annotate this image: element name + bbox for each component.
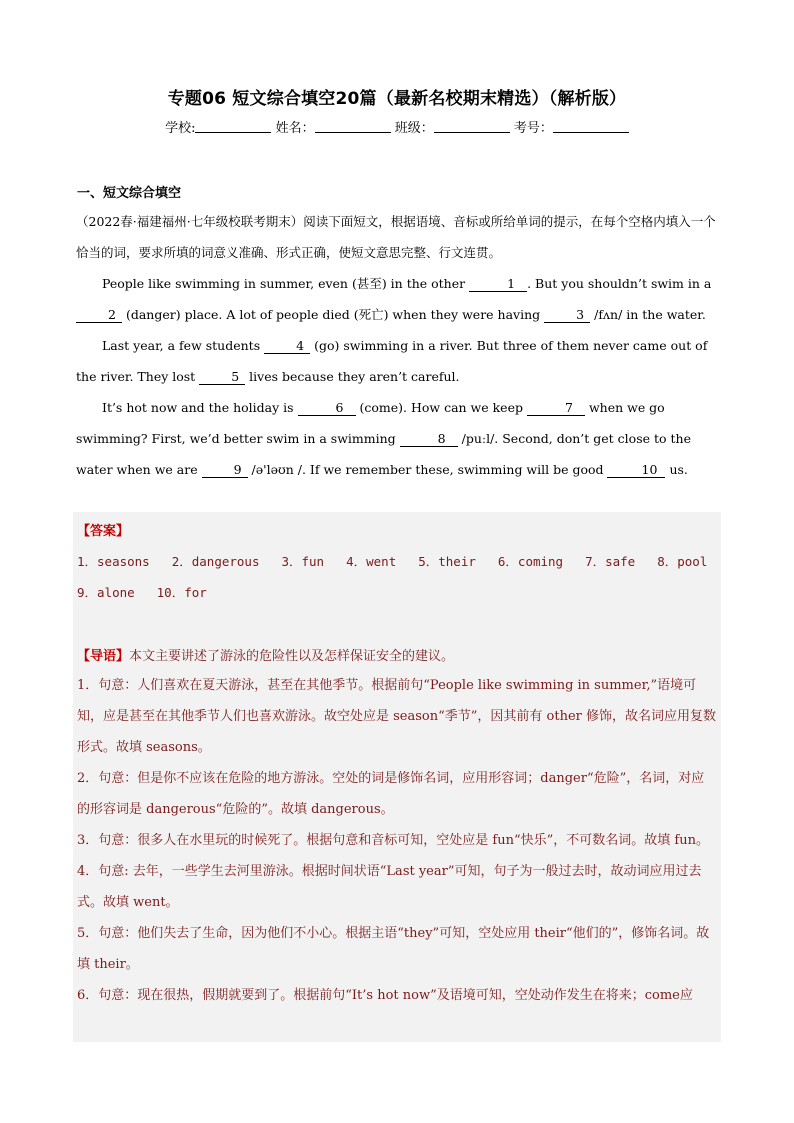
blank-2: 2 [76,308,122,323]
explanation-4: 4．句意: 去年，一些学生去河里游泳。根据时间状语“Last year”可知，句子为一般过去时，故动词应用过去式。故填 went。 [77,864,702,910]
answer-item: 3．fun [281,554,325,569]
passage-text: It’s hot now and the holiday is [102,400,298,415]
blank-10: 10 [607,463,665,478]
blank-1: 1 [469,277,527,292]
passage-text: /fʌn/ in the water. [590,307,706,322]
blank-7: 7 [527,401,585,416]
guide-label: 【导语】 [77,649,130,664]
passage-text: (danger) place. A lot of people died (死亡) when they were having [122,307,545,322]
blank-4: 4 [264,339,310,354]
name-label: 姓名： [275,121,315,136]
class-label: 班级： [394,121,434,136]
section-title: 一、短文综合填空 [77,186,182,201]
name-blank [315,119,391,133]
passage-text: (go) swimming in a river. But three of them never came out of the river. They lost [76,338,708,384]
passage-text: /puːl/. Second, don’t get close to the water when we are [76,431,691,477]
page-title: 专题06 短文综合填空20篇（最新名校期末精选）（解析版） [167,89,627,109]
school-label: 学校: [165,121,196,136]
answer-item: 6．coming [497,554,564,569]
passage-paragraph-3 [76,392,720,485]
blank-6: 6 [298,401,356,416]
exam-no-blank [553,119,629,133]
explanations [77,670,717,1011]
explanation-1: 1．句意：人们喜欢在夏天游泳，甚至在其他季节。根据前句“People like swimming in summer,”语境可知，应是甚至在其他季节人们也喜欢游泳。故空处应是 season“季节”，因其前有 other 修饰，故名词应用复数形式。故填 seasons。 [77,678,717,755]
section-intro: （2022春·福建福州·七年级校联考期末）阅读下面短文，根据语境、音标或所给单词的提示，在每个空格内填入一个恰当的词，要求所填的词意义准确、形式正确，使短文意思完整、行文连贯。 [76,214,716,260]
student-info-line [0,117,794,136]
answer-item: 7．safe [585,554,636,569]
passage-paragraph-2 [76,330,720,392]
answer-item: 9．alone [77,585,135,600]
passage-paragraph-1 [76,268,720,330]
passage-text: People like swimming in summer, even (甚至) in the other [102,276,470,291]
answer-item: 8．pool [657,554,708,569]
answer-item: 4．went [346,554,397,569]
passage-text: us. [665,462,688,477]
passage-text: Last year, a few students [102,338,265,353]
answer-item: 5．their [418,554,476,569]
explanation-5: 5．句意：他们失去了生命，因为他们不小心。根据主语“they”可知，空处应用 their“他们的”，修饰名词。故填 their。 [77,926,710,972]
guide-text: 本文主要讲述了游泳的危险性以及怎样保证安全的建议。 [129,649,455,664]
passage-text: when we go swimming? First, we’d better swim in a swimming [76,400,665,446]
explanation-6: 6．句意：现在很热，假期就要到了。根据前句“It’s hot now”及语境可知，空处动作发生在将来；come应 [77,988,693,1003]
passage-text: (come). How can we keep [355,400,527,415]
answer-item: 10．for [156,585,207,600]
guide-line [77,645,454,664]
blank-8: 8 [400,432,458,447]
class-blank [434,119,510,133]
blank-3: 3 [544,308,590,323]
passage-text: /ə'ləʊn /. If we remember these, swimming will be good [247,462,608,477]
explanation-2: 2．句意：但是你不应该在危险的地方游泳。空处的词是修饰名词，应用形容词；danger“危险”，名词，对应的形容词是 dangerous“危险的”。故填 dangerous。 [77,771,705,817]
explanation-3: 3．句意：很多人在水里玩的时候死了。根据句意和音标可知，空处应是 fun“快乐”，不可数名词。故填 fun。 [77,833,709,848]
passage-text: lives because they aren’t careful. [245,369,460,384]
blank-9: 9 [202,463,248,478]
exam-no-label: 考号： [513,121,553,136]
answer-item: 1．seasons [77,554,150,569]
answer-item: 2．dangerous [171,554,260,569]
blank-5: 5 [199,370,245,385]
answer-label: 【答案】 [77,524,130,539]
school-blank [195,119,271,133]
passage [76,206,720,485]
passage-text: . But you shouldn’t swim in a [527,276,712,291]
answer-row-2 [77,583,229,601]
answer-row-1 [77,552,729,570]
answer-panel [73,512,721,1042]
